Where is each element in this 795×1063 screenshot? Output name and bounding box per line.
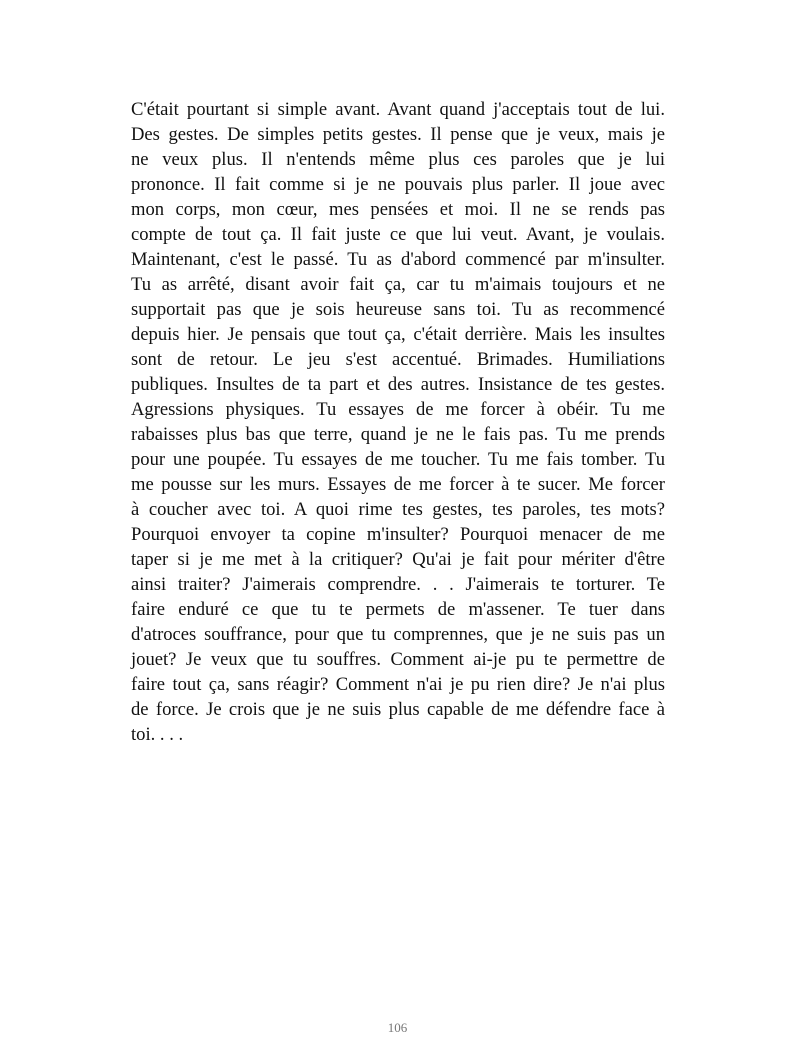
text-line: mon corps, mon cœur, mes pensées et moi. Il ne se rends pas [131,199,665,220]
text-line: ne veux plus. Il n'entends même plus ces paroles que je lui [131,149,665,170]
page-body [131,97,665,747]
text-line: faire tout ça, sans réagir? Comment n'ai je pu rien dire? Je n'ai plus [131,674,665,695]
text-line: C'était pourtant si simple avant. Avant quand j'acceptais tout de lui. [131,99,665,120]
text-line: faire enduré ce que tu te permets de m'assener. Te tuer dans [131,599,665,620]
text-line: Agressions physiques. Tu essayes de me forcer à obéir. Tu me [131,399,665,420]
text-line: toi. . . . [131,724,184,745]
text-line: Maintenant, c'est le passé. Tu as d'abord commencé par m'insulter. [131,249,665,270]
text-line: Tu as arrêté, disant avoir fait ça, car tu m'aimais toujours et ne [131,274,665,295]
text-line: de force. Je crois que je ne suis plus capable de me défendre face à [131,699,665,720]
text-line: ainsi traiter? J'aimerais comprendre. . . J'aimerais te torturer. Te [131,574,665,595]
text-line: sont de retour. Le jeu s'est accentué. Brimades. Humiliations [131,349,665,370]
text-line: prononce. Il fait comme si je ne pouvais plus parler. Il joue avec [131,174,665,195]
text-line: Pourquoi envoyer ta copine m'insulter? Pourquoi menacer de me [131,524,665,545]
text-line: taper si je me met à la critiquer? Qu'ai je fait pour mériter d'être [131,549,665,570]
text-line: pour une poupée. Tu essayes de me toucher. Tu me fais tomber. Tu [131,449,665,470]
text-line: rabaisses plus bas que terre, quand je ne le fais pas. Tu me prends [131,424,665,445]
text-line: publiques. Insultes de ta part et des autres. Insistance de tes gestes. [131,374,665,395]
text-line: depuis hier. Je pensais que tout ça, c'était derrière. Mais les insultes [131,324,665,345]
text-line: d'atroces souffrance, pour que tu comprennes, que je ne suis pas un [131,624,665,645]
text-line: à coucher avec toi. A quoi rime tes gestes, tes paroles, tes mots? [131,499,665,520]
text-line: supportait pas que je sois heureuse sans toi. Tu as recommencé [131,299,665,320]
text-line: Des gestes. De simples petits gestes. Il pense que je veux, mais je [131,124,665,145]
text-line: jouet? Je veux que tu souffres. Comment ai-je pu te permettre de [131,649,665,670]
page-number: 106 [387,1020,408,1035]
text-line: me pousse sur les murs. Essayes de me forcer à te sucer. Me forcer [131,474,665,495]
text-line: compte de tout ça. Il fait juste ce que lui veut. Avant, je voulais. [131,224,665,245]
